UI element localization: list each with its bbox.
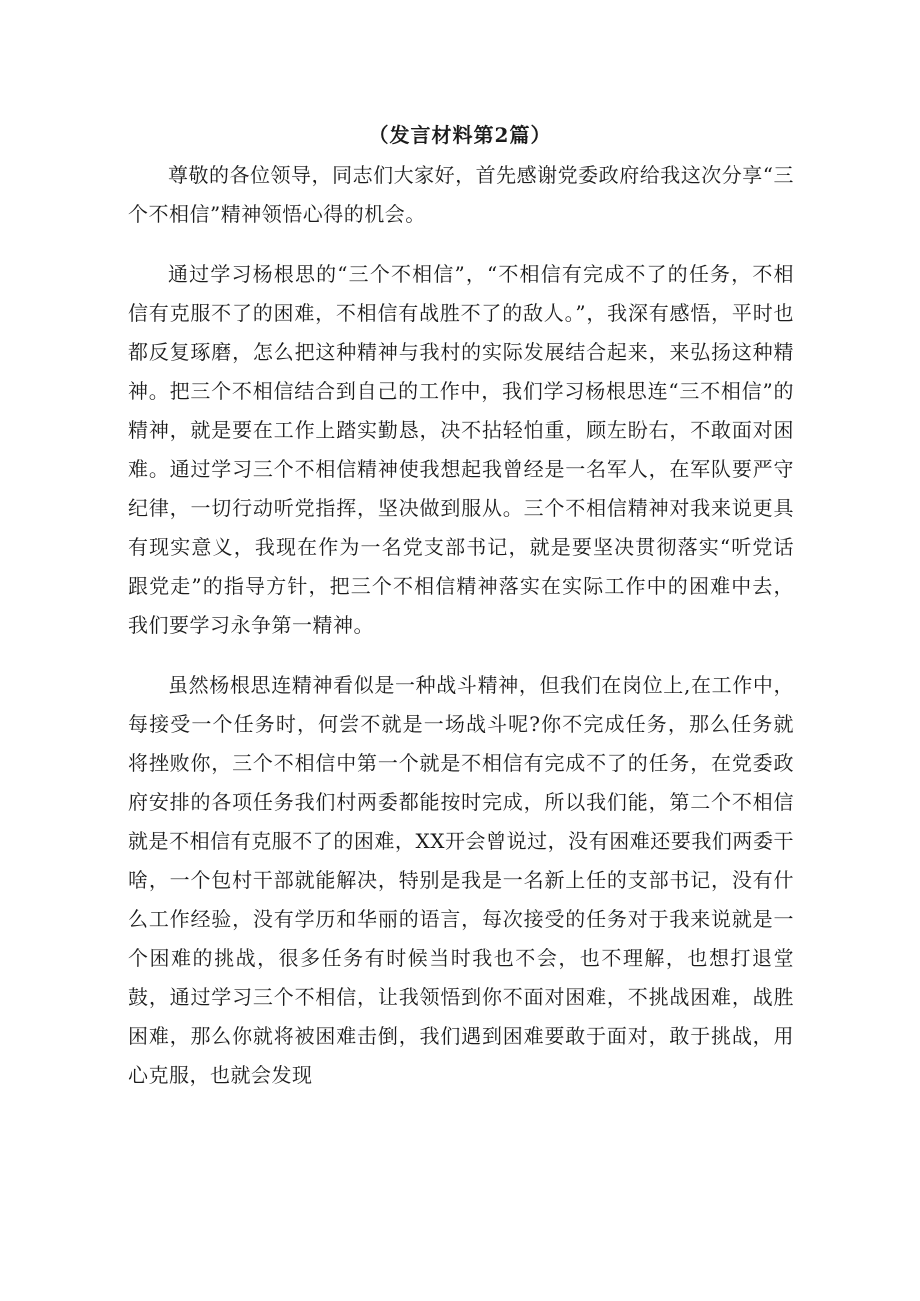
document-body (128, 150, 794, 1095)
paragraph-study-reflection: 通过学习杨根思的“三个不相信”，“不相信有完成不了的任务，不相信有克服不了的困难，不相信有战胜不了的敌人。”，我深有感悟，平时也都反复琢磨，怎么把这种精神与我村的实际发展结合起来，来弘扬这种精神。把三个不相信结合到自己的工作中，我们学习杨根思连“三不相信”的精神，就是要在工作上踏实勤恳，决不拈轻怕重，顾左盼右，不敢面对困难。通过学习三个不相信精神使我想起我曾经是一名军人，在军队要严守纪律，一切行动听党指挥，坚决做到服从。三个不相信精神对我来说更具有现实意义，我现在作为一名党支部书记，就是要坚决贯彻落实“听党话跟党走”的指导方针，把三个不相信精神落实在实际工作中的困难中去，我们要学习永争第一精神。 (128, 262, 794, 637)
paragraph-greeting: 尊敬的各位领导，同志们大家好，首先感谢党委政府给我这次分享“三个不相信”精神领悟心得的机会。 (128, 163, 794, 226)
paragraph-work-practice: 虽然杨根思连精神看似是一种战斗精神，但我们在岗位上,在工作中，每接受一个任务时，何尝不就是一场战斗呢?你不完成任务，那么任务就将挫败你，三个不相信中第一个就是不相信有完成不了的任务，在党委政府安排的各项任务我们村两委都能按时完成，所以我们能，第二个不相信就是不相信有克服不了的困难，XX开会曾说过，没有困难还要我们两委干啥，一个包村干部就能解决，特别是我是一名新上任的支部书记，没有什么工作经验，没有学历和华丽的语言，每次接受的任务对于我来说就是一个困难的挑战，很多任务有时候当时我也不会，也不理解，也想打退堂鼓，通过学习三个不相信，让我领悟到你不面对困难，不挑战困难，战胜困难，那么你就将被困难击倒，我们遇到困难要敢于面对，敢于挑战，用心克服，也就会发现 (128, 673, 794, 1087)
document-title: （发言材料第2篇） (368, 123, 552, 147)
